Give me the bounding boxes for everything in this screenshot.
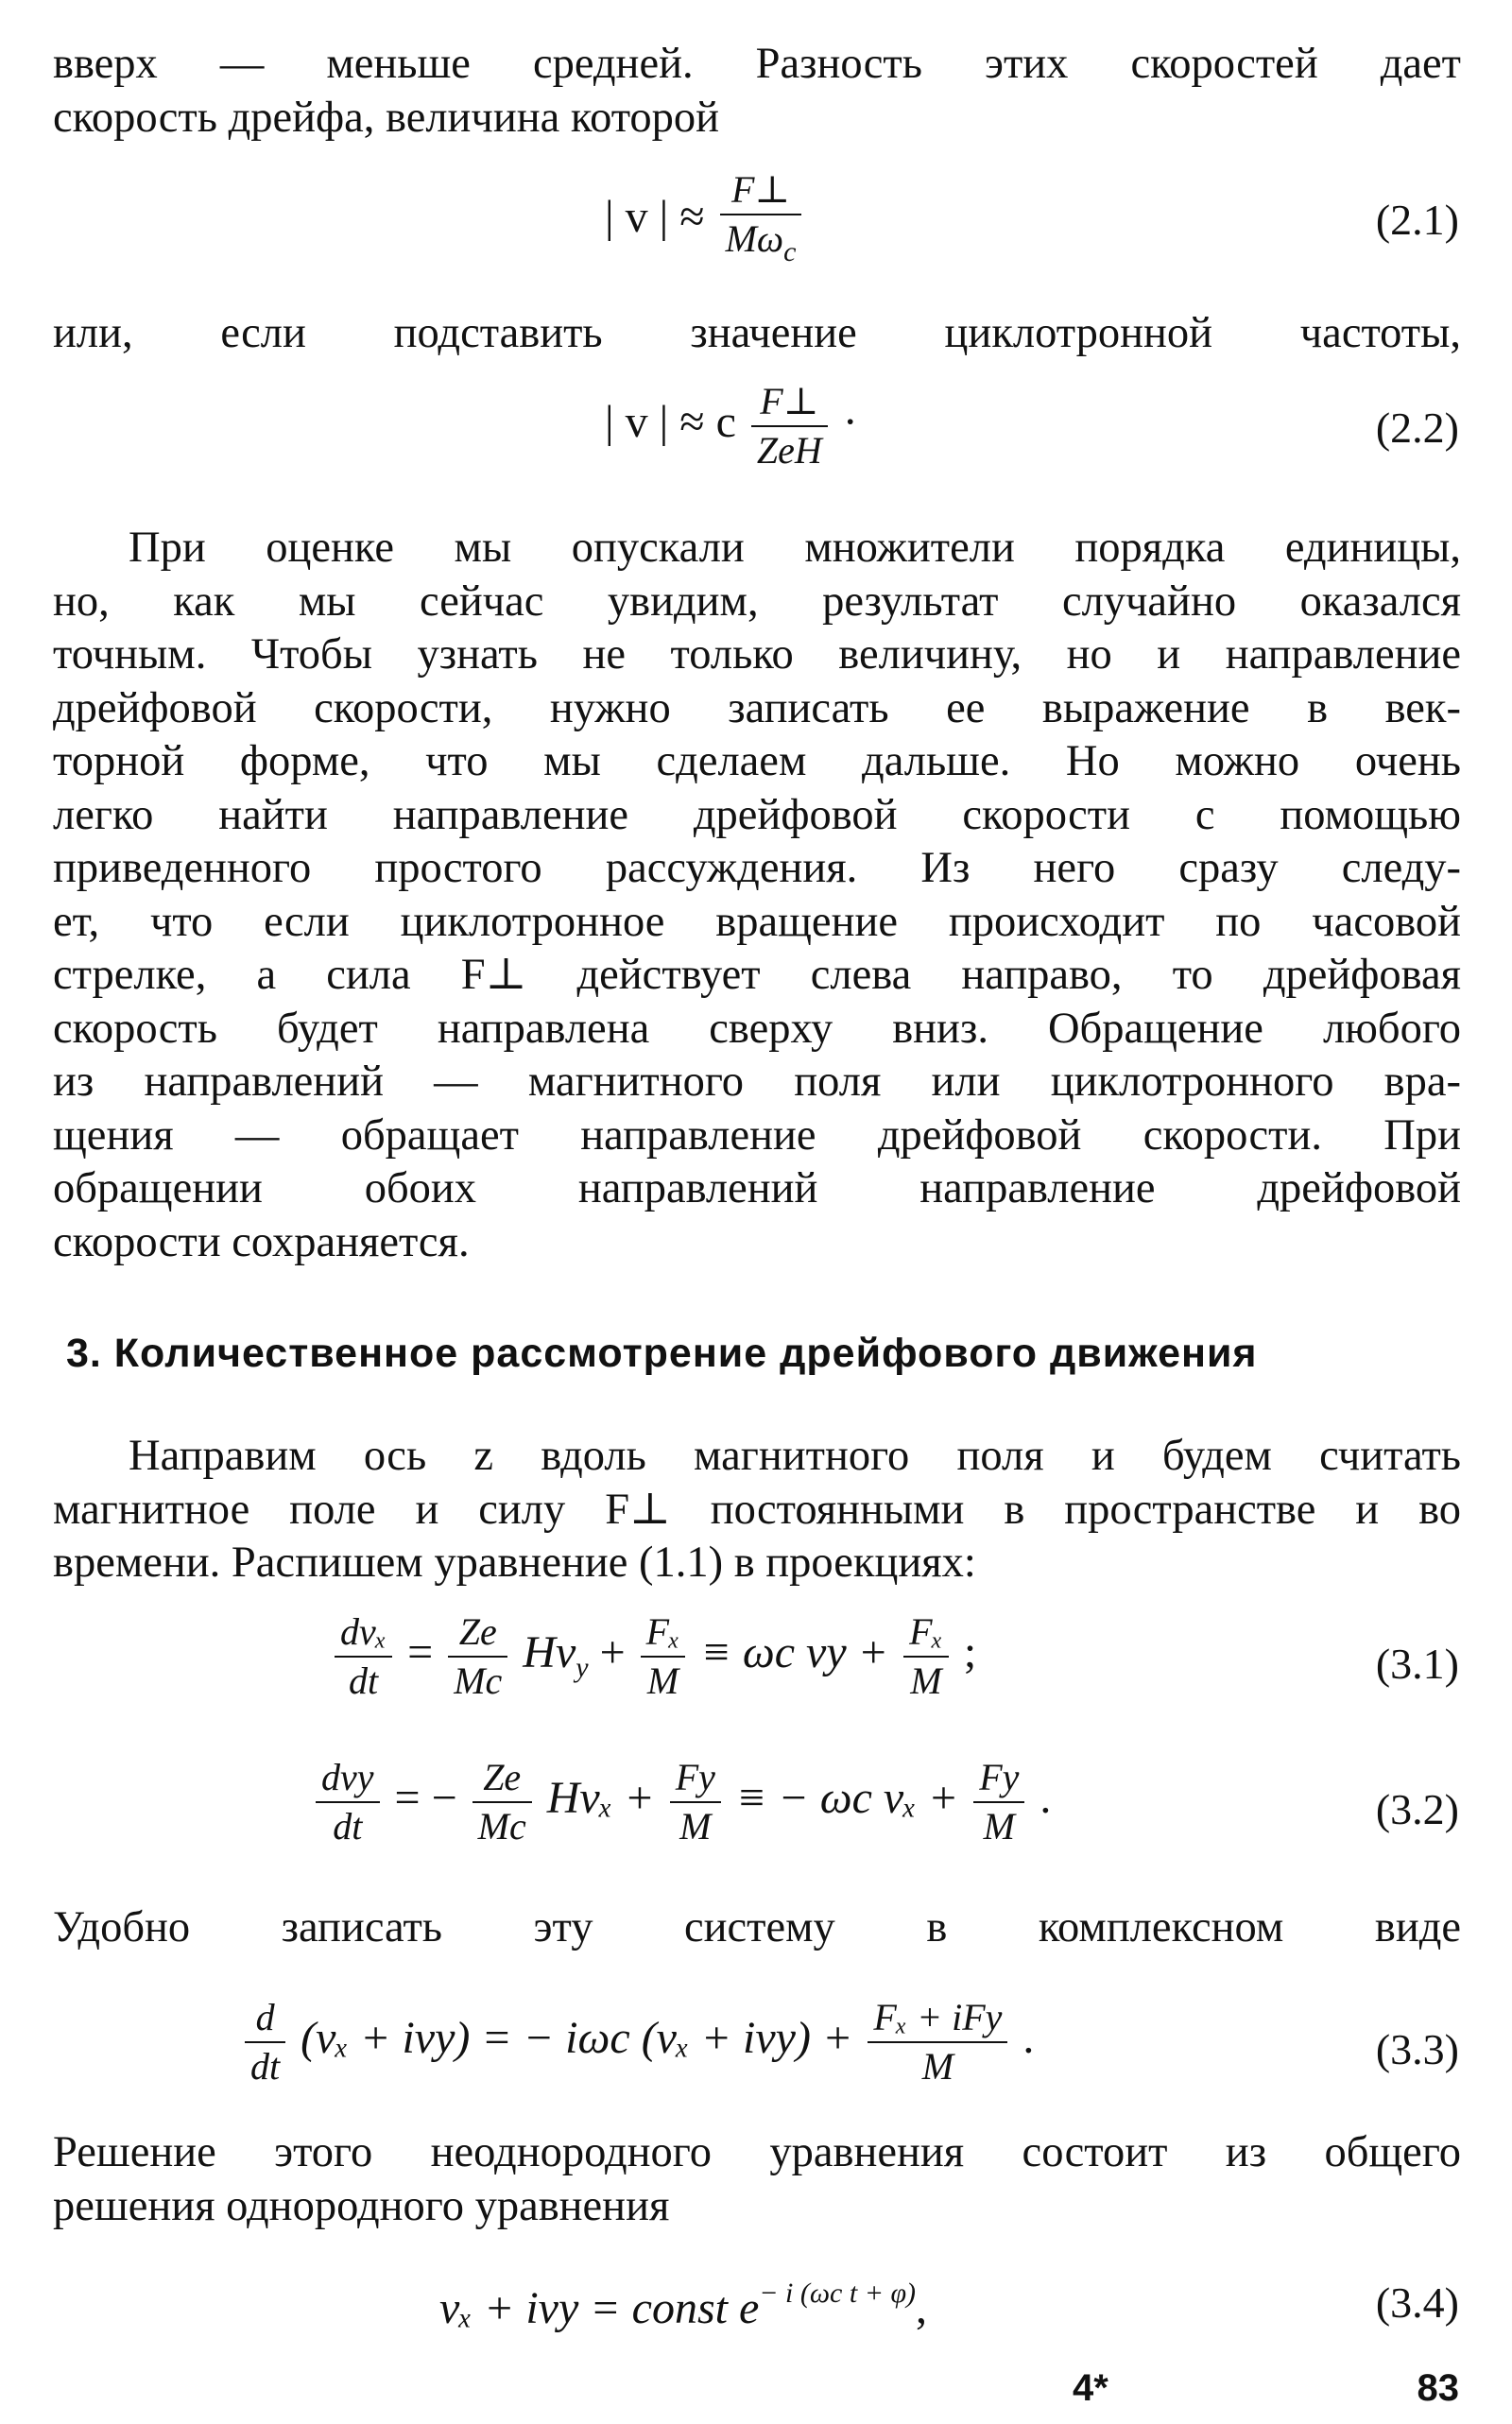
fraction-numerator: Fy <box>973 1756 1024 1803</box>
fraction-numerator: Ze <box>472 1756 532 1803</box>
equation-number: (3.3) <box>1375 2025 1459 2073</box>
fraction <box>720 168 802 274</box>
equation-tail: ; <box>963 1627 977 1678</box>
equation-number: (2.1) <box>1375 196 1459 244</box>
equation-term: (vₓ + ivy) = − iωc (vₓ + ivy) + <box>301 2013 853 2064</box>
paragraph-solution <box>53 2126 1461 2233</box>
equation-number: (3.4) <box>1375 2278 1459 2327</box>
exponent: − i (ωc t + φ) <box>759 2278 917 2309</box>
text-line: решения однородного уравнения <box>53 2181 670 2230</box>
text-line: времени. Распишем уравнение (1.1) в проекциях: <box>53 1539 976 1587</box>
fraction-numerator: Ze <box>448 1610 507 1658</box>
equation-term: Hv <box>523 1627 576 1678</box>
fraction-denominator: Mc <box>454 1659 503 1702</box>
equation-3-3 <box>0 1996 1512 2100</box>
fraction <box>245 1996 285 2089</box>
fraction <box>751 380 828 473</box>
text-line: ет, что если циклотронное вращение происходит по часовой <box>53 897 1461 946</box>
den-subscript: c <box>783 236 797 267</box>
text-line: или, если подставить значение циклотронной частоты, <box>53 309 1461 357</box>
page-number: 83 <box>1417 2367 1459 2409</box>
fraction <box>641 1610 686 1703</box>
text-line: Решение этого неоднородного уравнения состоит из общего <box>53 2128 1461 2176</box>
text-line: но, как мы сейчас увидим, результат случайно оказался <box>53 576 1461 626</box>
text-line: стрелке, а сила F⊥ действует слева направо, то дрейфовая <box>53 951 1461 999</box>
fraction-numerator: dvy <box>316 1756 380 1803</box>
fraction-numerator: Fy <box>670 1756 721 1803</box>
text-line: вверх — меньше средней. Разность этих скоростей дает <box>53 40 1461 88</box>
fraction-denominator: dt <box>349 1659 379 1702</box>
equation-lhs: | v | ≈ c <box>605 397 736 448</box>
fraction-denominator: Mc <box>477 1805 526 1848</box>
text-line: При оценке мы опускали множители порядка единицы, <box>129 524 1461 572</box>
fraction <box>472 1756 532 1848</box>
fraction-denominator: M <box>983 1805 1015 1848</box>
fraction <box>973 1756 1024 1848</box>
equation-3-1 <box>0 1610 1512 1714</box>
text-line: приведенного простого рассуждения. Из него сразу следу- <box>53 844 1461 892</box>
text-line: легко найти направление дрейфовой скорости с помощью <box>53 790 1461 839</box>
fraction-numerator: F⊥ <box>720 168 802 215</box>
signature-mark: 4* <box>1073 2367 1108 2409</box>
text-line: скорость будет направлена сверху вниз. Обращение любого <box>53 1004 1461 1053</box>
fraction <box>670 1756 721 1848</box>
equation-tail: . <box>1022 2013 1035 2064</box>
fraction-denominator: M <box>910 1659 942 1702</box>
fraction-numerator: Fₓ <box>641 1610 686 1658</box>
fraction <box>903 1610 949 1703</box>
fraction-numerator: d <box>245 1996 285 2043</box>
paragraph-section <box>53 1430 1461 1590</box>
fraction-denominator: dt <box>250 2045 281 2088</box>
plus-sign: + <box>599 1627 626 1678</box>
equation-number: (2.2) <box>1375 404 1459 452</box>
text-line: щения — обращает направление дрейфовой скорости. При <box>53 1110 1461 1160</box>
equation-2-1 <box>0 168 1512 272</box>
paragraph-complex <box>53 1901 1461 1955</box>
text-line: Направим ось z вдоль магнитного поля и будем считать <box>129 1432 1461 1480</box>
fraction <box>868 1996 1007 2089</box>
fraction <box>335 1610 392 1703</box>
section-heading: 3. Количественное рассмотрение дрейфового движения <box>66 1331 1258 1376</box>
equation-number: (3.1) <box>1375 1640 1459 1688</box>
equation-tail: . <box>1040 1773 1052 1824</box>
equals-sign: = <box>407 1627 434 1678</box>
text-line: скорость дрейфа, величина которой <box>53 93 720 142</box>
text-line: точным. Чтобы узнать не только величину, но и направление <box>53 630 1461 679</box>
equation-3-2 <box>0 1756 1512 1860</box>
fraction-denominator: M <box>646 1659 679 1702</box>
equation-3-4 <box>0 2278 1512 2381</box>
fraction <box>316 1756 380 1848</box>
subscript: y <box>576 1652 589 1684</box>
equation-term: ≡ − ωc vₓ + <box>735 1773 959 1824</box>
paragraph-or <box>53 307 1461 361</box>
fraction-numerator: dvₓ <box>335 1610 392 1658</box>
text-line: магнитное поле и силу F⊥ постоянными в пространстве и во <box>53 1485 1461 1534</box>
equation-term: Hvₓ + <box>546 1773 655 1824</box>
fraction-denominator: dt <box>333 1805 363 1848</box>
equation-2-2 <box>0 380 1512 484</box>
den-text: Mω <box>725 217 784 260</box>
fraction <box>448 1610 507 1703</box>
fraction-denominator: M <box>921 2045 954 2088</box>
text-line: Удобно записать эту систему в комплексном виде <box>53 1903 1461 1951</box>
text-line: из направлений — магнитного поля или циклотронного вра- <box>53 1057 1461 1106</box>
text-line: обращении обоих направлений направление дрейфовой <box>53 1164 1461 1212</box>
equation-lhs: | v | ≈ <box>605 192 705 243</box>
fraction-numerator: Fₓ + iFy <box>868 1996 1007 2043</box>
text-line: дрейфовой скорости, нужно записать ее выражение в век- <box>53 683 1461 732</box>
fraction-denominator: M <box>679 1805 712 1848</box>
fraction-denominator: ZeH <box>756 429 822 472</box>
equation-term: ≡ ωc vy + <box>700 1627 889 1678</box>
fraction-numerator: Fₓ <box>903 1610 949 1658</box>
text-line: торной форме, что мы сделаем дальше. Но можно очень <box>53 737 1461 785</box>
fraction-denominator <box>720 215 802 274</box>
paragraph-top <box>53 38 1461 145</box>
fraction-numerator: F⊥ <box>751 380 828 427</box>
equation-term: vₓ + ivy = const e <box>439 2283 760 2333</box>
equation-number: (3.2) <box>1375 1785 1459 1833</box>
equation-tail: · <box>842 397 858 448</box>
text-line: скорости сохраняется. <box>53 1217 470 1266</box>
equals-minus-sign: = − <box>394 1773 457 1824</box>
equation-tail: , <box>916 2283 928 2333</box>
paragraph-main <box>53 522 1461 1269</box>
